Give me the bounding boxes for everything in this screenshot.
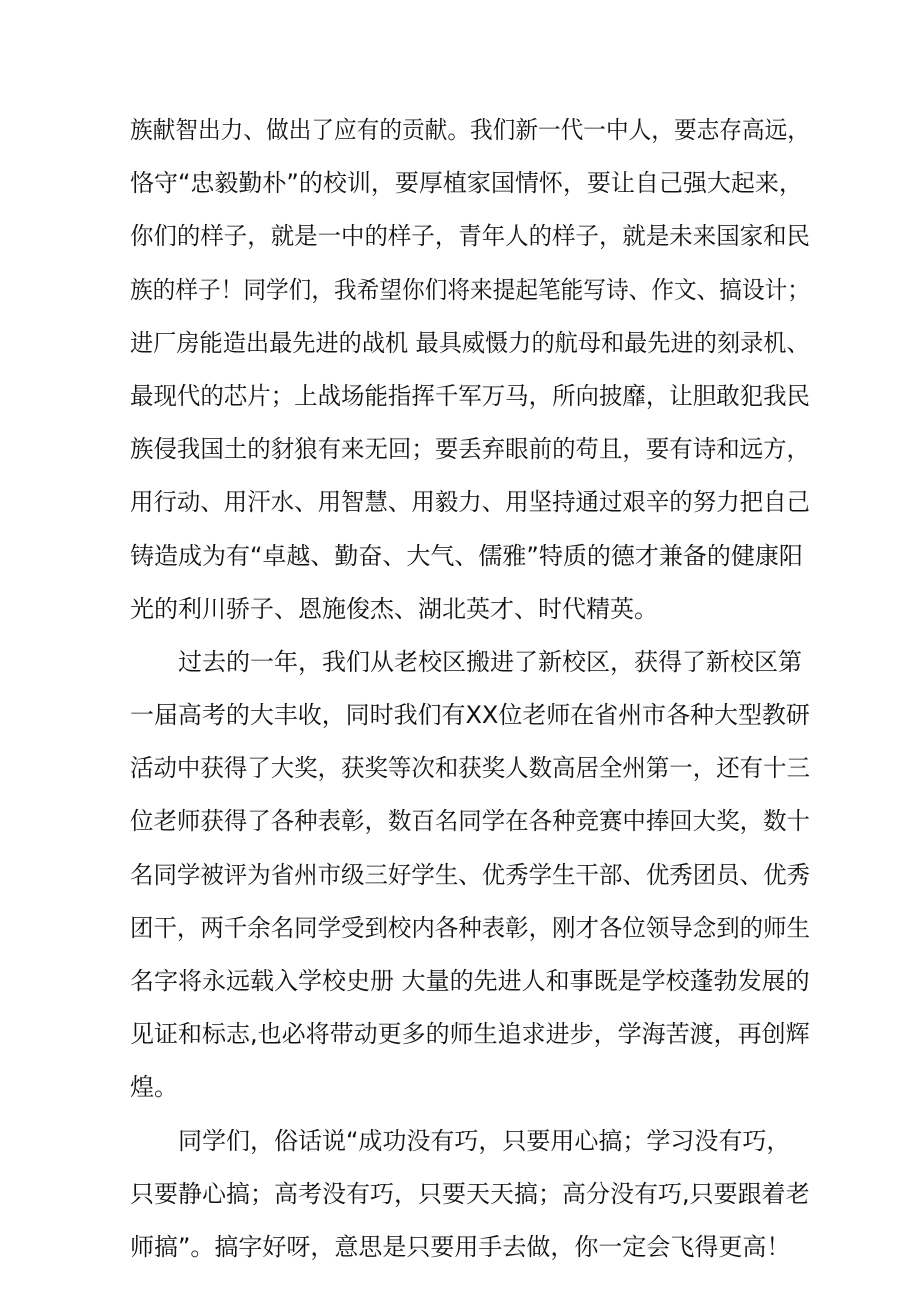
text-line: 煌。	[130, 1073, 178, 1102]
text-line: 师搞”。搞字好呀，意思是只要用手去做，你一定会飞得更高！	[130, 1232, 791, 1261]
text-line: 过去的一年，我们从老校区搬进了新校区，获得了新校区第	[130, 647, 802, 676]
text-line: 光的利川骄子、恩施俊杰、湖北英才、时代精英。	[130, 594, 658, 623]
text-line: 进厂房能造出最先进的战机 最具威慑力的航母和最先进的刻录机、	[130, 328, 810, 357]
text-line: 名同学被评为省州市级三好学生、优秀学生干部、优秀团员、优秀	[130, 860, 810, 889]
text-line: 名字将永远载入学校史册 大量的先进人和事既是学校蓬勃发展的	[130, 967, 810, 995]
text-line: 铸造成为有“卓越、勤奋、大气、儒雅”特质的德才兼备的健康阳	[130, 541, 803, 570]
document-body	[130, 104, 810, 1274]
text-line: 族的样子！同学们，我希望你们将来提起笔能写诗、作文、搞设计；	[130, 275, 810, 304]
text-line: 团干，两千余名同学受到校内各种表彰，刚才各位领导念到的师生	[130, 913, 810, 942]
text-line: 最现代的芯片；上战场能指挥千军万马，所向披靡，让胆敢犯我民	[130, 381, 810, 410]
text-line: 活动中获得了大奖，获奖等次和获奖人数高居全州第一，还有十三	[130, 754, 810, 783]
text-line: 族侵我国土的豺狼有来无回；要丢弃眼前的苟且，要有诗和远方，	[130, 435, 810, 464]
text-line: 见证和标志,也必将带动更多的师生追求进步，学海苦渡，再创辉	[130, 1020, 810, 1049]
text-line: 同学们，俗话说“成功没有巧，只要用心搞；学习没有巧，	[130, 1126, 791, 1155]
text-line: 族献智出力、做出了应有的贡献。我们新一代一中人，要志存高远，	[130, 116, 810, 144]
text-line: 恪守“忠毅勤朴”的校训，要厚植家国情怀，要让自己强大起来，	[130, 169, 803, 198]
text-line: 只要静心搞；高考没有巧，只要天天搞；高分没有巧,只要跟着老	[130, 1179, 810, 1208]
text-line: 用行动、用汗水、用智慧、用毅力、用坚持通过艰辛的努力把自己	[130, 488, 810, 517]
text-line: 位老师获得了各种表彰，数百名同学在各种竞赛中捧回大奖，数十	[130, 807, 810, 836]
text-line: 你们的样子，就是一中的样子，青年人的样子，就是未来国家和民	[130, 222, 810, 251]
text-line: 一届高考的大丰收，同时我们有XX位老师在省州市各种大型教研	[130, 701, 810, 730]
